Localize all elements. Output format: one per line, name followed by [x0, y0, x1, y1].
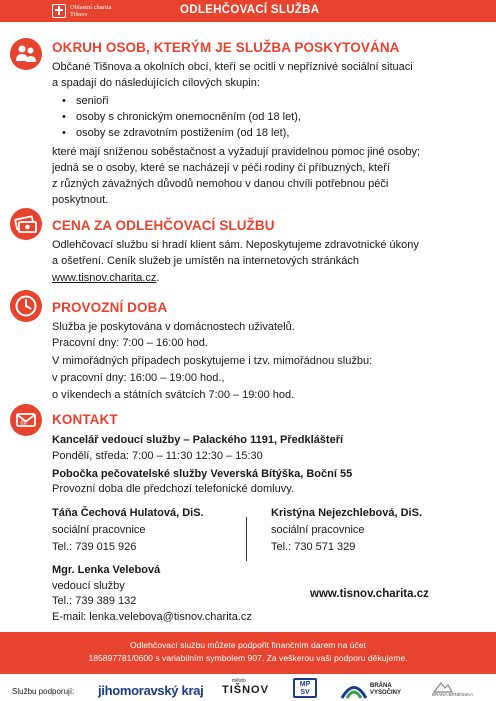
logo-line1: Oblastní charita [70, 4, 112, 11]
charity-logo [52, 2, 111, 20]
list-item: • osoby se zdravotním postižením (od 18 let), [62, 126, 301, 142]
contact-role: vedoucí služby [52, 579, 125, 592]
office-address: Kancelář vedoucí služby – Palackého 1191, Předklášteří [52, 434, 344, 446]
section1-outro-3: z různých závažných důvodů nemohou v danou chvíli potřebnou péči [52, 178, 389, 190]
contact-card-left [52, 505, 204, 556]
header-bar [0, 0, 496, 22]
contact-name: Kristýna Nejezchlebová, DiS. [271, 507, 422, 519]
divider [246, 517, 247, 561]
jmk-logo: jihomoravský kraj [98, 683, 204, 698]
mpsv-logo: MP SV [293, 678, 317, 698]
section1-intro-1: Občané Tišnova a okolních obcí, kteří se ocitli v nepříznivé sociální situaci [52, 61, 413, 73]
contact-name: Táňa Čechová Hulatová, DiS. [52, 507, 204, 519]
section-title-price: CENA ZA ODLEHČOVACÍ SLUŽBU [52, 218, 275, 233]
contact-role: sociální pracovnice [52, 524, 146, 536]
arch-icon [340, 681, 368, 699]
section3-line-1: Služba je poskytována v domácnostech uživatelů. [52, 321, 295, 333]
list-item: • senioři [62, 94, 301, 110]
contact-email[interactable]: E-mail: lenka.velebova@tisnov.charita.cz [52, 610, 252, 623]
contact-phone[interactable]: Tel.: 730 571 329 [271, 541, 356, 553]
branch-address: Pobočka pečovatelské služby Veverská Bítýška, Boční 55 [52, 468, 353, 480]
svg-text:@: @ [20, 420, 28, 427]
clock-icon [10, 290, 42, 322]
contact-card-right [271, 505, 422, 556]
brana-brnenska-logo: BRÁNA BRNĚNSKA [432, 680, 488, 700]
contact-card-head [52, 563, 252, 625]
section1-outro-2: jedná se o osoby, které se nacházejí v péči rodiny či příbuzných, kteří [52, 162, 390, 174]
sponsors-label: Službu podporují: [12, 687, 75, 696]
branch-hours: Provozní doba dle předchozí telefonické domluvy. [52, 483, 294, 495]
section-title-hours: PROVOZNÍ DOBA [52, 300, 168, 315]
donation-line-2: 185897781/0600 s variabilním symbolem 907. Za veškerou vaši podporu děkujeme. [88, 653, 408, 663]
section1-outro-4: poskytnout. [52, 194, 109, 206]
money-icon [10, 208, 42, 240]
target-group-list [62, 94, 301, 141]
donation-line-1: Odlehčovací službu můžete podpořit finančním darem na účet [130, 640, 366, 650]
tisnov-logo: město TIŠNOV [222, 678, 269, 696]
section3-line-5: o víkendech a státních svátcích 7:00 – 19:00 hod. [52, 389, 295, 401]
logo-line2: Tišnov [70, 11, 88, 18]
website-link[interactable]: www.tisnov.charita.cz [310, 588, 429, 600]
cross-icon [52, 4, 66, 18]
contact-icon [10, 404, 42, 436]
sponsors-strip [0, 676, 496, 701]
pricelist-link[interactable]: www.tisnov.charita.cz [52, 272, 157, 284]
office-hours: Pondělí, středa: 7:00 – 11:30 12:30 – 15:30 [52, 450, 263, 462]
people-icon [10, 38, 42, 70]
contact-phone[interactable]: Tel.: 739 389 132 [52, 595, 137, 607]
section3-line-4: v pracovní dny: 16:00 – 19:00 hod., [52, 372, 225, 384]
contact-phone[interactable]: Tel.: 739 015 926 [52, 541, 137, 553]
page-title: ODLEHČOVACÍ SLUŽBA [180, 4, 320, 16]
section1-intro-2: a spadají do následujících cílových skupin: [52, 77, 260, 89]
brana-vysociny-logo: BRÁNA VYSOČINY [340, 681, 420, 701]
section-title-target-group: OKRUH OSOB, KTERÝM JE SLUŽBA POSKYTOVÁNA [52, 40, 400, 55]
section2-line-1: Odlehčovací službu si hradí klient sám. Neposkytujeme zdravotnické úkony [52, 239, 419, 251]
section3-line-3: V mimořádných případech poskytujeme i tzv. mimořádnou službu: [52, 355, 373, 367]
contact-role: sociální pracovnice [271, 524, 365, 536]
section3-line-2: Pracovní dny: 7:00 – 16:00 hod. [52, 337, 208, 349]
section2-line-2: a ošetření. Ceník služeb je umístěn na internetových stránkách [52, 255, 359, 267]
section2-line-3: www.tisnov.charita.cz. [52, 272, 160, 284]
list-item: • osoby s chronickým onemocněním (od 18 let), [62, 110, 301, 126]
section1-outro-1: které mají sníženou soběstačnost a vyžadují pravidelnou pomoc jiné osoby; [52, 146, 421, 158]
donation-banner [0, 632, 496, 674]
contact-name: Mgr. Lenka Velebová [52, 564, 161, 576]
section-title-contact: KONTAKT [52, 412, 118, 427]
